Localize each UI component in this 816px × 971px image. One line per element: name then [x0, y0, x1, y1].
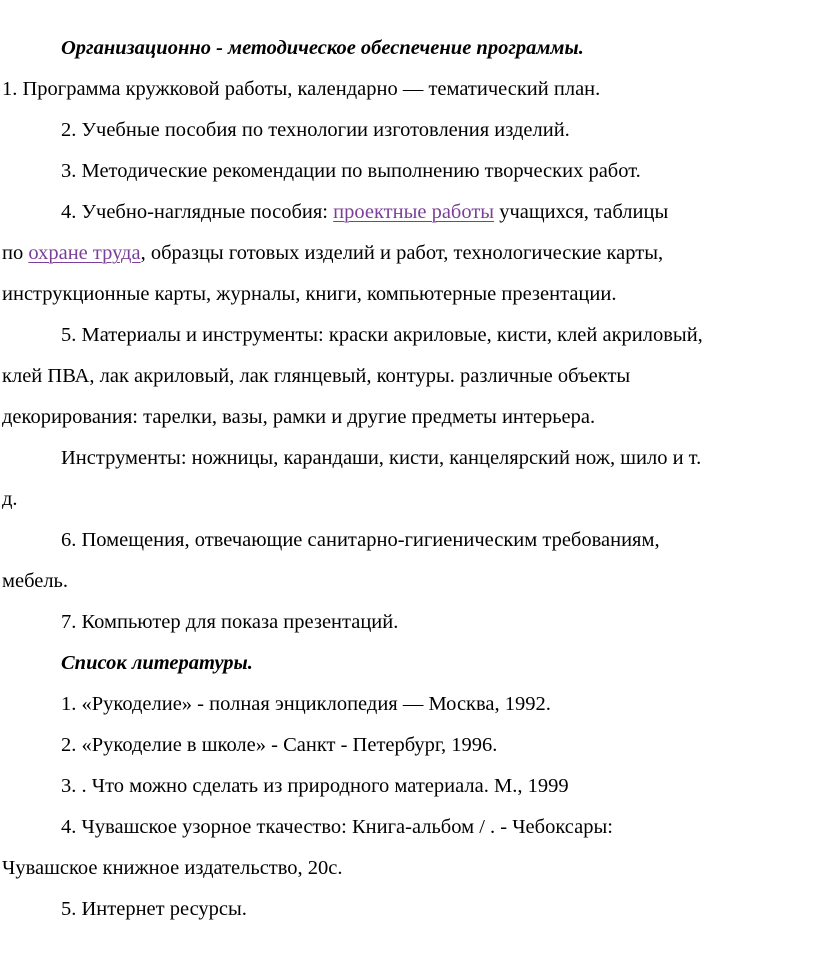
literature-item-4-line2: Чувашское книжное издательство, 20с. — [2, 857, 343, 879]
literature-item-3: 3. . Что можно сделать из природного материала. М., 1999 — [61, 775, 569, 797]
list-item-visual-aids-line1 — [61, 200, 668, 224]
list-item-materials-line3: декорирования: тарелки, вазы, рамки и другие предметы интерьера. — [2, 406, 596, 428]
list-item-methodical-recommendations: 3. Методические рекомендации по выполнению творческих работ. — [61, 160, 641, 182]
list-item-program: 1. Программа кружковой работы, календарно — тематический план. — [2, 78, 601, 100]
link-project-works[interactable]: проектные работы — [333, 201, 495, 223]
list-item-visual-aids-line3: инструкционные карты, журналы, книги, компьютерные презентации. — [2, 283, 617, 305]
literature-item-1: 1. «Рукоделие» - полная энциклопедия — Москва, 1992. — [61, 693, 551, 715]
tools-line1: Инструменты: ножницы, карандаши, кисти, канцелярский нож, шило и т. — [61, 447, 702, 469]
visual-aids-line2-prefix: по — [2, 242, 29, 264]
literature-item-4-line1: 4. Чувашское узорное ткачество: Книга-альбом / . - Чебоксары: — [61, 816, 613, 838]
list-item-materials-line1: 5. Материалы и инструменты: краски акриловые, кисти, клей акриловый, — [61, 324, 703, 346]
visual-aids-line2-suffix: , образцы готовых изделий и работ, технологические карты, — [140, 242, 664, 264]
literature-item-2: 2. «Рукоделие в школе» - Санкт - Петербург, 1996. — [61, 734, 498, 756]
literature-item-5: 5. Интернет ресурсы. — [61, 898, 247, 920]
list-item-materials-line2: клей ПВА, лак акриловый, лак глянцевый, контуры. различные объекты — [2, 365, 631, 387]
list-item-computer: 7. Компьютер для показа презентаций. — [61, 611, 399, 633]
visual-aids-mid: учащихся, таблицы — [494, 201, 669, 223]
visual-aids-prefix: 4. Учебно-наглядные пособия: — [61, 201, 334, 223]
section-heading-literature: Список литературы. — [61, 652, 253, 674]
list-item-visual-aids-line2 — [2, 241, 663, 265]
link-labor-safety[interactable]: охране труда — [28, 242, 141, 264]
list-item-textbooks: 2. Учебные пособия по технологии изготовления изделий. — [61, 119, 570, 141]
list-item-premises-line1: 6. Помещения, отвечающие санитарно-гигиеническим требованиям, — [61, 529, 660, 551]
list-item-premises-line2: мебель. — [2, 570, 69, 592]
tools-line2: д. — [2, 488, 18, 510]
section-heading-organizational: Организационно - методическое обеспечение программы. — [61, 37, 584, 59]
